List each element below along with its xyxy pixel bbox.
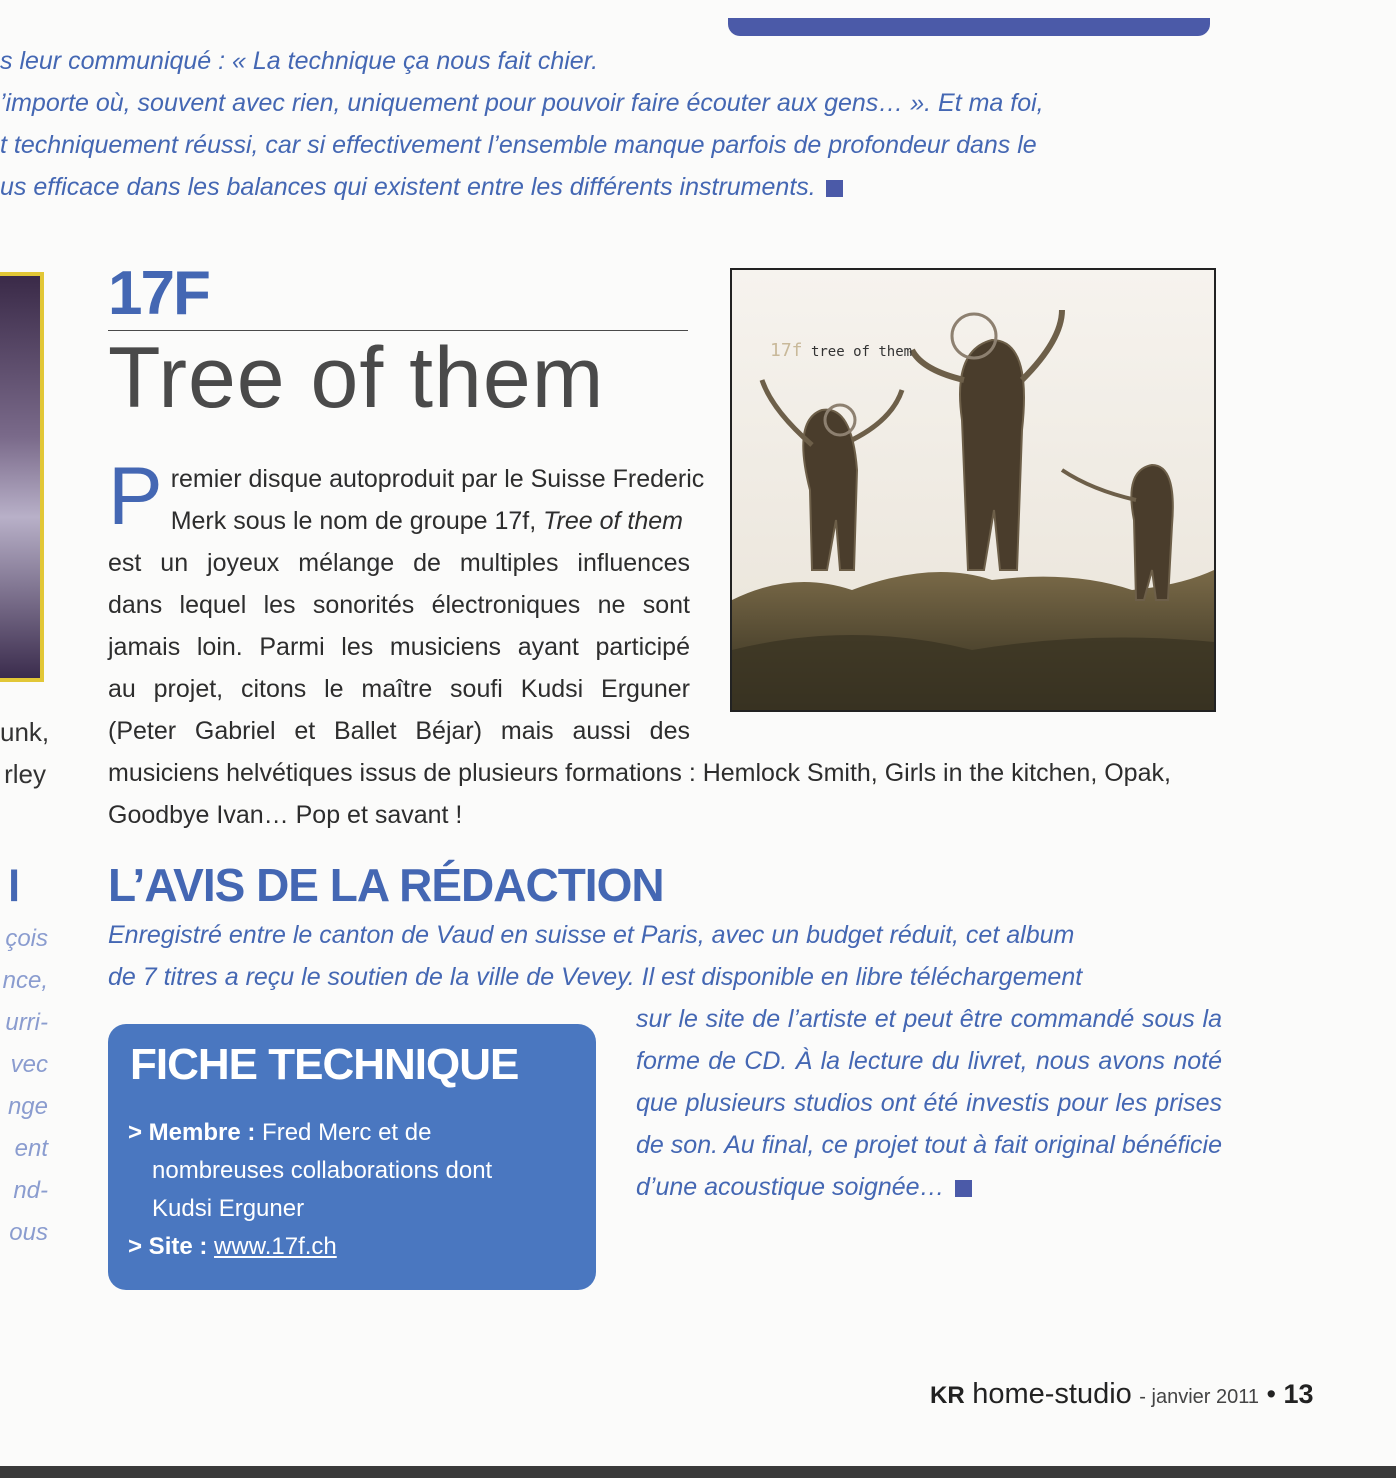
review-line: [108, 500, 690, 542]
review-line: dans lequel les sonorités électroniques ne sont: [108, 591, 690, 619]
left-italic-fragment: nge: [7, 1093, 48, 1120]
magazine-name: home-studio: [972, 1378, 1132, 1410]
intro-line-text: us efficace dans les balances qui existent entre les différents instruments.: [0, 173, 816, 201]
cover-label-title: tree of them: [810, 344, 913, 360]
left-italic-fragment: urri-: [5, 1009, 48, 1036]
tech-sheet-site-row: [128, 1228, 578, 1266]
magazine-brand: KR: [930, 1382, 965, 1409]
album-title-inline: Tree of them: [543, 507, 684, 535]
left-heading-fragment: l: [8, 862, 21, 911]
tech-sheet-body: [128, 1114, 578, 1266]
left-text-fragment: unk,: [0, 717, 50, 747]
intro-line: t techniquement réussi, car si effectivement l’ensemble manque parfois de profondeur dans le: [0, 131, 1037, 159]
review-line: est un joyeux mélange de multiples influences: [108, 549, 690, 577]
editorial-line: de 7 titres a reçu le soutien de la ville de Vevey. Il est disponible en libre téléchargement: [108, 963, 1083, 991]
review-line: remier disque autoproduit par le Suisse Frederic: [170, 465, 705, 493]
editorial-opinion-text: [108, 914, 1223, 998]
member-label: > Membre :: [128, 1119, 256, 1146]
tech-sheet-box: [108, 1024, 596, 1290]
band-name: 17F: [108, 259, 209, 328]
intro-line: [0, 166, 1230, 208]
editorial-line: Enregistré entre le canton de Vaud en suisse et Paris, avec un budget réduit, cet album: [108, 921, 1075, 949]
cover-label-band: 17f: [770, 340, 803, 361]
tree-figures-illustration: [732, 270, 1214, 710]
bottom-edge-line: [0, 1466, 1396, 1478]
page-number: 13: [1283, 1379, 1314, 1409]
editorial-opinion-continued: [636, 998, 1222, 1208]
drop-cap: P: [108, 451, 163, 542]
footer-bullet: •: [1266, 1379, 1276, 1409]
left-album-cover-fragment: [0, 272, 44, 682]
intro-line: ’importe où, souvent avec rien, uniquement pour pouvoir faire écouter aux gens… ». Et ma foi,: [0, 89, 1044, 117]
left-italic-fragment: nce,: [2, 967, 48, 994]
left-italic-fragment: çois: [5, 925, 48, 952]
site-label: > Site :: [128, 1233, 208, 1260]
site-link[interactable]: www.17f.ch: [214, 1233, 337, 1260]
editorial-cont-text: sur le site de l’artiste et peut être commandé sous la forme de CD. À la lecture du livret, nous avons noté que plusieurs studios ont été investis pour les prises de son. Au final, ce projet tout à fait original bénéficie d’une acoustique soignée…: [636, 1005, 1222, 1201]
editorial-opinion-heading: L’AVIS DE LA RÉDACTION: [108, 859, 664, 911]
issue-date: - janvier 2011: [1139, 1386, 1259, 1408]
review-line: (Peter Gabriel et Ballet Béjar) mais aussi des: [108, 717, 690, 745]
member-value-line: nombreuses collaborations dont: [152, 1157, 493, 1184]
album-cover-image: [730, 268, 1216, 712]
review-line: jamais loin. Parmi les musiciens ayant participé: [108, 633, 690, 661]
member-value: Fred Merc et de: [262, 1119, 432, 1146]
review-line: au projet, citons le maître soufi Kudsi Erguner: [108, 675, 690, 703]
tech-sheet-member-row: [128, 1114, 578, 1152]
end-square-icon: [826, 180, 843, 197]
review-paragraph: [108, 451, 705, 752]
intro-paragraph: [0, 40, 1230, 208]
review-line-text: Merk sous le nom de groupe 17f,: [170, 507, 537, 535]
left-italic-fragment: ous: [9, 1219, 48, 1246]
review-paragraph-continued: musiciens helvétiques issus de plusieurs formations : Hemlock Smith, Girls in the kitchen, Opak, Goodbye Ivan… Pop et savant !: [108, 759, 1171, 829]
left-italic-fragment: nd-: [13, 1177, 48, 1204]
intro-line: s leur communiqué : « La technique ça nous fait chier.: [0, 47, 599, 75]
cover-label: [770, 340, 912, 361]
end-square-icon: [955, 1180, 972, 1197]
left-text-fragment: rley: [4, 759, 46, 789]
member-value-line: Kudsi Erguner: [152, 1195, 305, 1222]
page-footer: [930, 1378, 1314, 1411]
left-italic-fragment: ent: [14, 1135, 48, 1162]
left-italic-fragment: vec: [10, 1051, 48, 1078]
top-decorative-bar: [728, 18, 1210, 36]
album-title: Tree of them: [108, 330, 605, 426]
tech-sheet-title: FICHE TECHNIQUE: [130, 1040, 519, 1089]
